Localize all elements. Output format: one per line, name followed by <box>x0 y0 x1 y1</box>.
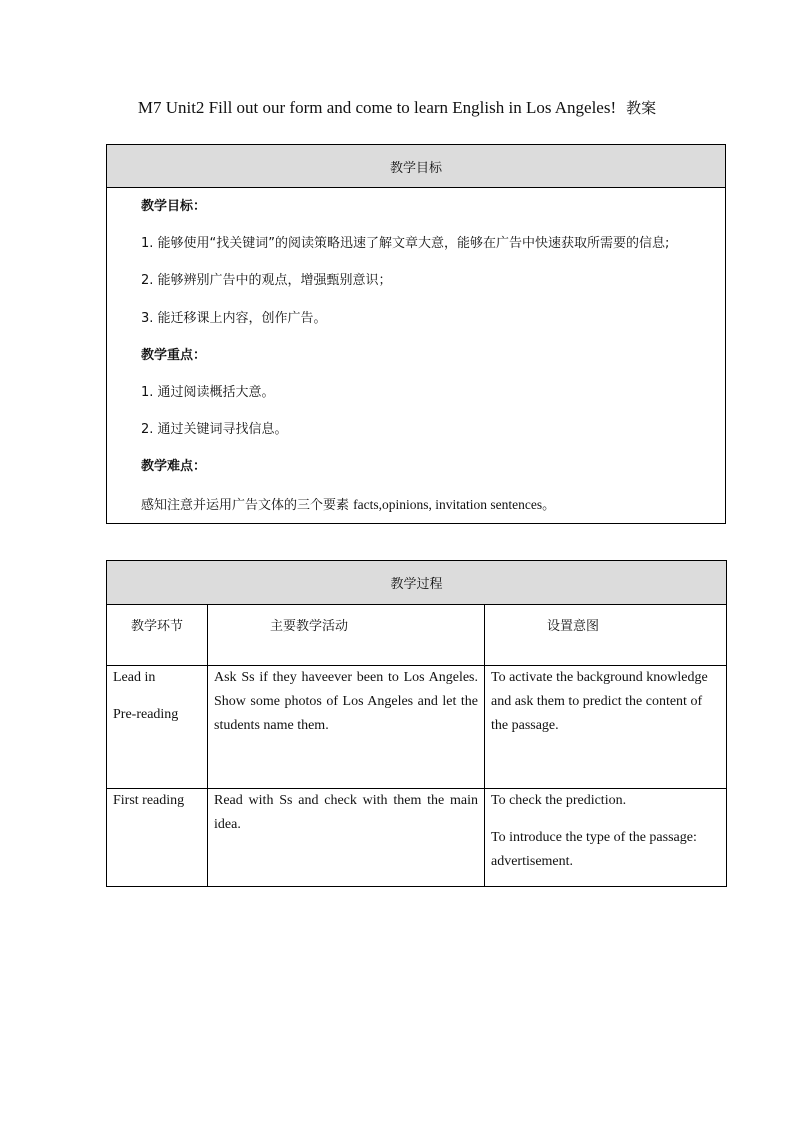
title-main: M7 Unit2 Fill out our form and come to learn English in Los Angeles! <box>137 98 617 117</box>
activity-cell <box>208 666 485 789</box>
key-point-1: 1. 通过阅读概括大意。 <box>141 384 275 400</box>
process-header: 教学过程 <box>107 561 727 605</box>
column-header-intent: 设置意图 <box>485 605 727 666</box>
column-header-activity: 主要教学活动 <box>208 605 485 666</box>
table-row <box>107 666 727 789</box>
intent-cell <box>485 666 727 789</box>
stage-name: First reading <box>113 793 185 808</box>
key-point-2: 2. 通过关键词寻找信息。 <box>141 422 288 438</box>
stage-name: Pre-reading <box>113 707 179 722</box>
difficulty-item <box>107 486 725 523</box>
goals-body <box>107 188 726 524</box>
goal-item-2: 2. 能够辨别广告中的观点，增强甄别意识； <box>141 273 392 289</box>
difficulty-text-end: 。 <box>542 497 556 513</box>
process-table <box>106 560 727 887</box>
stage-cell <box>107 666 208 789</box>
stage-cell <box>107 789 208 887</box>
difficulties-label: 教学难点： <box>141 459 207 475</box>
goals-label: 教学目标： <box>141 199 207 214</box>
activity-text: Ask Ss if they haveever been to Los Angeles. Show some photos of Los Angeles and let the students name them. <box>214 670 478 733</box>
difficulty-text-en: facts,opinions, invitation sentences <box>353 496 543 512</box>
key-points-label: 教学重点： <box>141 347 207 363</box>
activity-text: Read with Ss and check with them the main idea. <box>214 793 478 832</box>
title-suffix: 教案 <box>626 99 657 117</box>
difficulty-text-cn: 感知注意并运用广告文体的三个要素 <box>141 497 354 513</box>
goals-table <box>106 144 726 524</box>
intent-text: To introduce the type of the passage: advertisement. <box>491 830 697 869</box>
document-title <box>0 97 794 118</box>
goal-item-1: 1. 能够使用“找关键词”的阅读策略迅速了解文章大意，能够在广告中快速获取所需要的信息; <box>141 236 670 252</box>
intent-cell <box>485 789 727 887</box>
table-row <box>107 789 727 887</box>
goals-header: 教学目标 <box>107 145 726 188</box>
activity-cell <box>208 789 485 887</box>
stage-name: Lead in <box>113 670 156 685</box>
intent-text: To check the prediction. <box>491 793 627 808</box>
goal-item-3: 3. 能迁移课上内容，创作广告。 <box>141 310 327 326</box>
intent-text: To activate the background knowledge and ask them to predict the content of the passage. <box>491 670 708 733</box>
column-header-stage: 教学环节 <box>107 605 208 666</box>
